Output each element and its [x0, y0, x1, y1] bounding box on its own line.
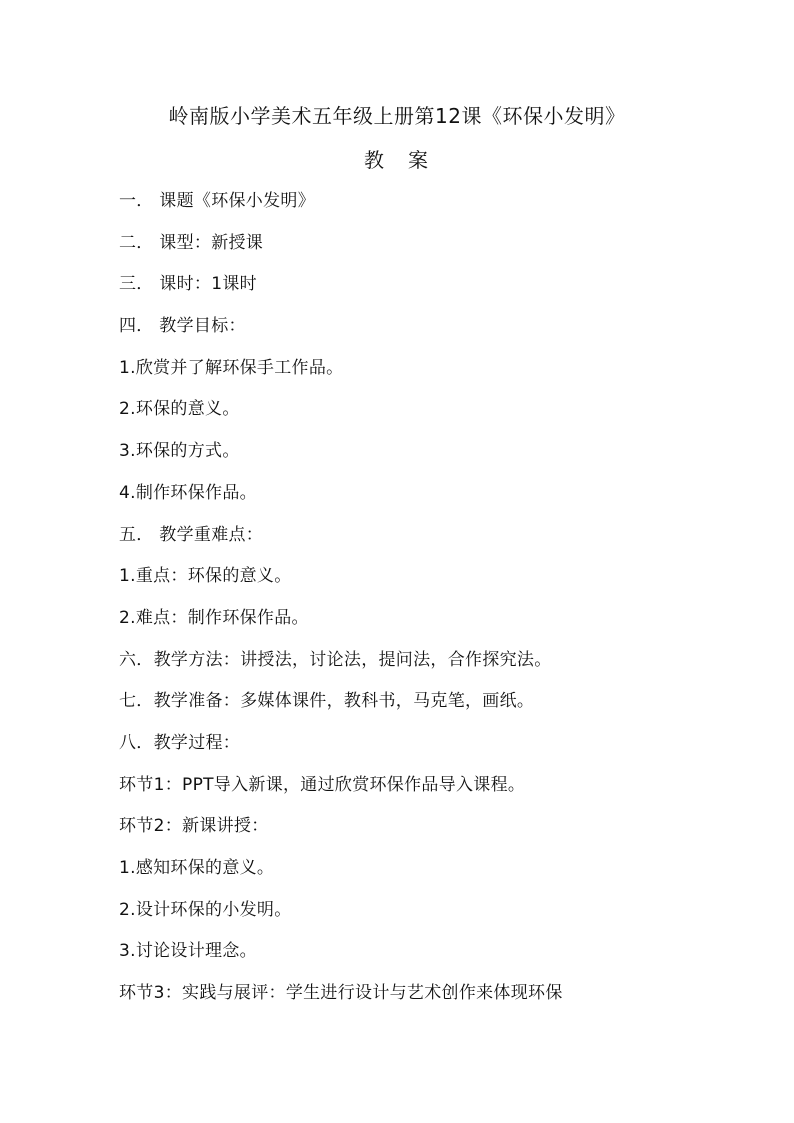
document-title: 岭南版小学美术五年级上册第12课《环保小发明》	[168, 104, 626, 128]
key-point-item: 1.重点：环保的意义。	[119, 566, 292, 587]
process-sub-item: 3.讨论设计理念。	[119, 941, 257, 962]
objective-item: 4.制作环保作品。	[119, 482, 257, 503]
section-key-points-heading: 五． 教学重难点：	[119, 524, 264, 545]
section-topic: 一． 课题《环保小发明》	[119, 191, 316, 211]
process-sub-item: 2.设计环保的小发明。	[119, 899, 292, 920]
section-preparation: 七．教学准备：多媒体课件，教科书，马克笔，画纸。	[119, 691, 535, 712]
section-methods: 六．教学方法：讲授法，讨论法，提问法，合作探究法。	[119, 649, 552, 670]
section-objectives-heading: 四． 教学目标：	[119, 316, 246, 337]
key-point-item: 2.难点：制作环保作品。	[119, 607, 309, 628]
objective-item: 2.环保的意义。	[119, 399, 240, 420]
process-step: 环节1：PPT导入新课，通过欣赏环保作品导入课程。	[119, 774, 526, 795]
process-step: 环节3：实践与展评：学生进行设计与艺术创作来体现环保	[119, 983, 563, 1004]
document-body	[119, 186, 719, 1020]
process-step: 环节2：新课讲授：	[119, 816, 269, 837]
objective-item: 3.环保的方式。	[119, 441, 240, 462]
objective-item: 1.欣赏并了解环保手工作品。	[119, 357, 344, 378]
document-subtitle: 教 案	[364, 148, 430, 172]
process-sub-item: 1.感知环保的意义。	[119, 858, 275, 878]
section-lesson-type: 二． 课型：新授课	[119, 232, 264, 253]
section-duration: 三． 课时：1课时	[119, 274, 257, 295]
section-process-heading: 八．教学过程：	[119, 732, 241, 753]
